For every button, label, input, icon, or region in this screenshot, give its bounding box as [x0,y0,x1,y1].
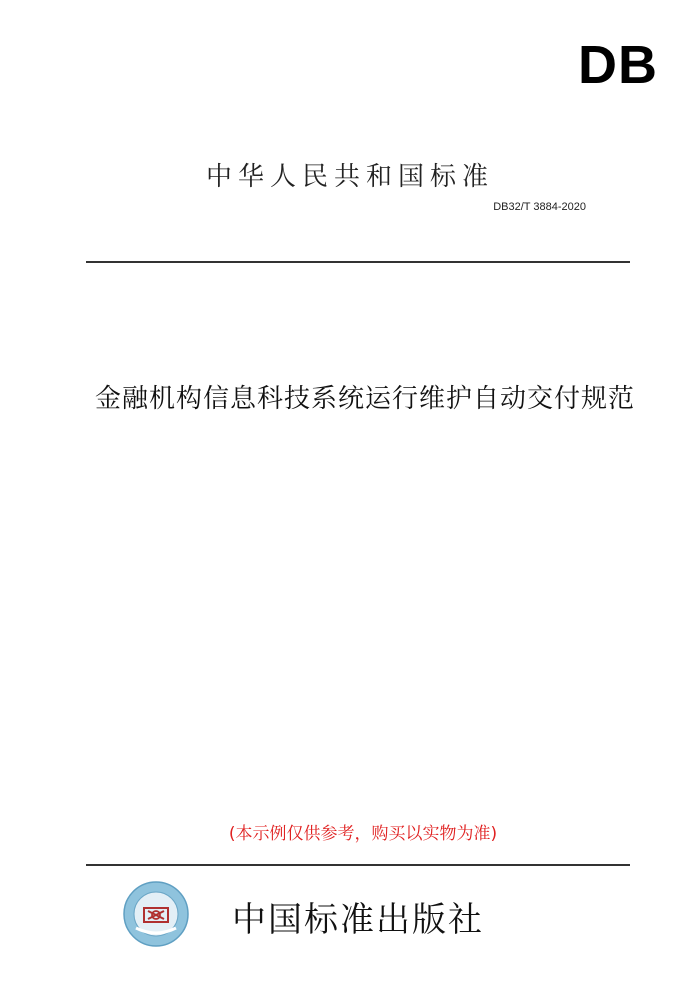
standard-title: 中华人民共和国标准 [205,162,494,192]
sample-notice: (本示例仅供参考，购买以实物为准) [228,824,498,844]
standard-code: DB32/T 3884-2020 [493,201,586,213]
top-divider [86,261,630,263]
document-title: 金融机构信息科技系统运行维护自动交付规范 [94,384,635,414]
publisher-seal-icon [122,880,190,948]
db-mark: DB [578,35,658,95]
bottom-divider [86,864,630,866]
publisher-name: 中国标准出版社 [232,900,484,940]
